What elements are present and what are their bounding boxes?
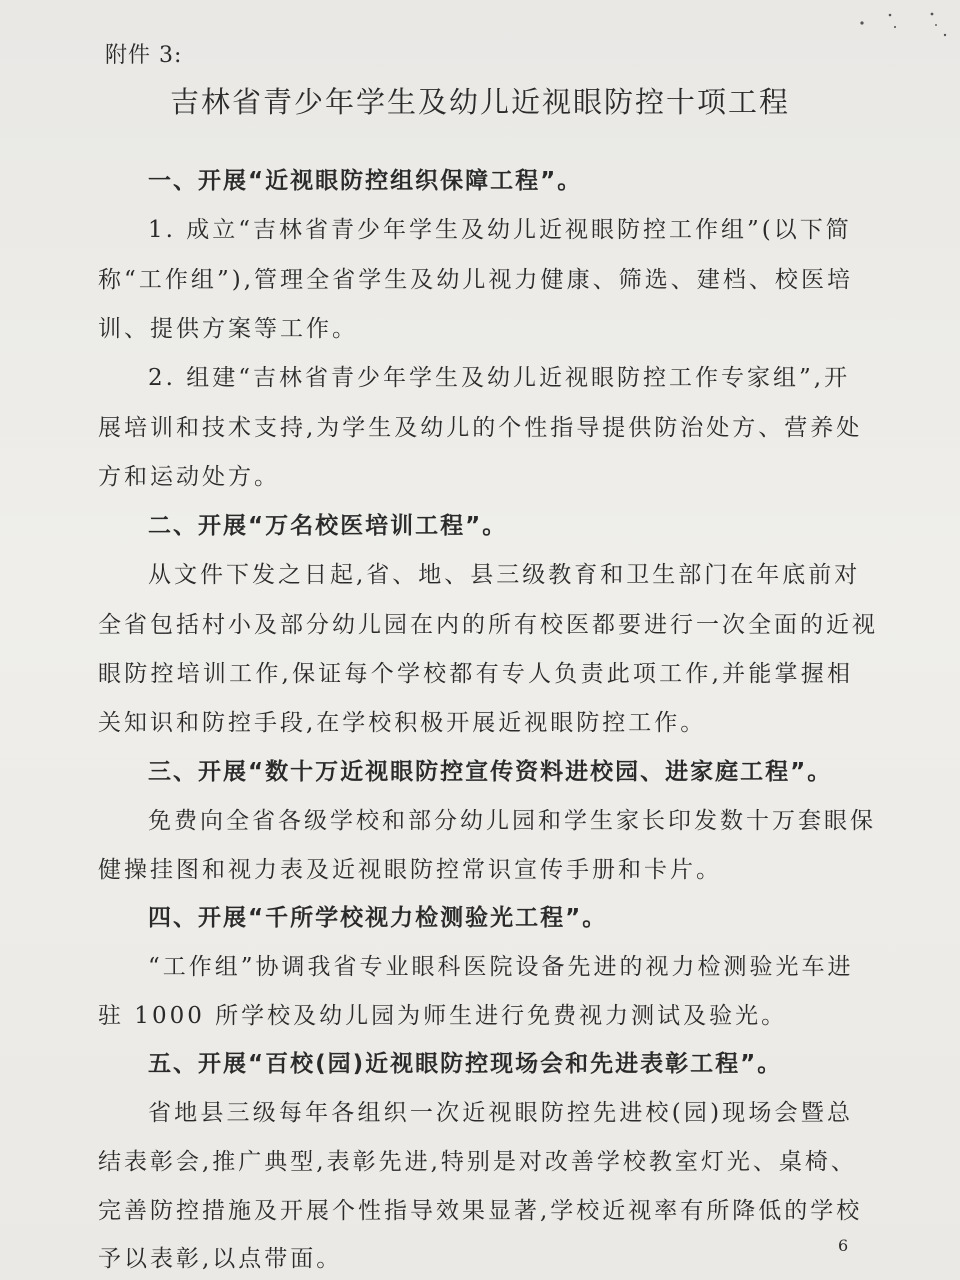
paragraph-line: 展培训和技术支持,为学生及幼儿的个性指导提供防治处方、营养处 [98, 415, 863, 441]
paragraph-line: 眼防控培训工作,保证每个学校都有专人负责此项工作,并能掌握相 [98, 661, 853, 687]
paragraph-line: 完善防控措施及开展个性指导效果显著,学校近视率有所降低的学校 [98, 1198, 863, 1224]
page-number: 6 [838, 1236, 849, 1255]
paragraph-line: 全省包括村小及部分幼儿园在内的所有校医都要进行一次全面的近视 [98, 612, 878, 638]
paragraph-line: 驻 1000 所学校及幼儿园为师生进行免费视力测试及验光。 [98, 1003, 788, 1029]
paragraph-line: 称“工作组”),管理全省学生及幼儿视力健康、筛选、建档、校医培 [98, 267, 853, 293]
paragraph-line: 方和运动处方。 [98, 464, 280, 490]
paragraph-line: 训、提供方案等工作。 [98, 316, 358, 342]
document-title: 吉林省青少年学生及幼儿近视眼防控十项工程 [169, 85, 790, 119]
paragraph-line: 健操挂图和视力表及近视眼防控常识宣传手册和卡片。 [98, 857, 722, 883]
paragraph-line: “工作组”协调我省专业眼科医院设备先进的视力检测验光车进 [148, 954, 854, 980]
section-heading-2: 二、开展“万名校医培训工程”。 [148, 513, 508, 539]
paragraph-line: 免费向全省各级学校和部分幼儿园和学生家长印发数十万套眼保 [148, 808, 876, 834]
paragraph-line: 1. 成立“吉林省青少年学生及幼儿近视眼防控工作组”(以下简 [148, 217, 852, 243]
paragraph-line: 结表彰会,推广典型,表彰先进,特别是对改善学校教室灯光、桌椅、 [98, 1149, 857, 1175]
section-heading-4: 四、开展“千所学校视力检测验光工程”。 [148, 905, 608, 931]
paragraph-line: 从文件下发之日起,省、地、县三级教育和卫生部门在年底前对 [148, 562, 861, 588]
section-heading-3: 三、开展“数十万近视眼防控宣传资料进校园、进家庭工程”。 [148, 759, 833, 785]
paragraph-line: 予以表彰,以点带面。 [98, 1246, 343, 1272]
paragraph-line: 2. 组建“吉林省青少年学生及幼儿近视眼防控工作专家组”,开 [148, 365, 851, 391]
paragraph-line: 关知识和防控手段,在学校积极开展近视眼防控工作。 [98, 710, 707, 736]
section-heading-5: 五、开展“百校(园)近视眼防控现场会和先进表彰工程”。 [148, 1051, 783, 1077]
attachment-label: 附件 3: [105, 43, 183, 68]
paragraph-line: 省地县三级每年各组织一次近视眼防控先进校(园)现场会暨总 [148, 1100, 853, 1126]
paper-specks [832, 5, 952, 45]
section-heading-1: 一、开展“近视眼防控组织保障工程”。 [148, 168, 583, 194]
